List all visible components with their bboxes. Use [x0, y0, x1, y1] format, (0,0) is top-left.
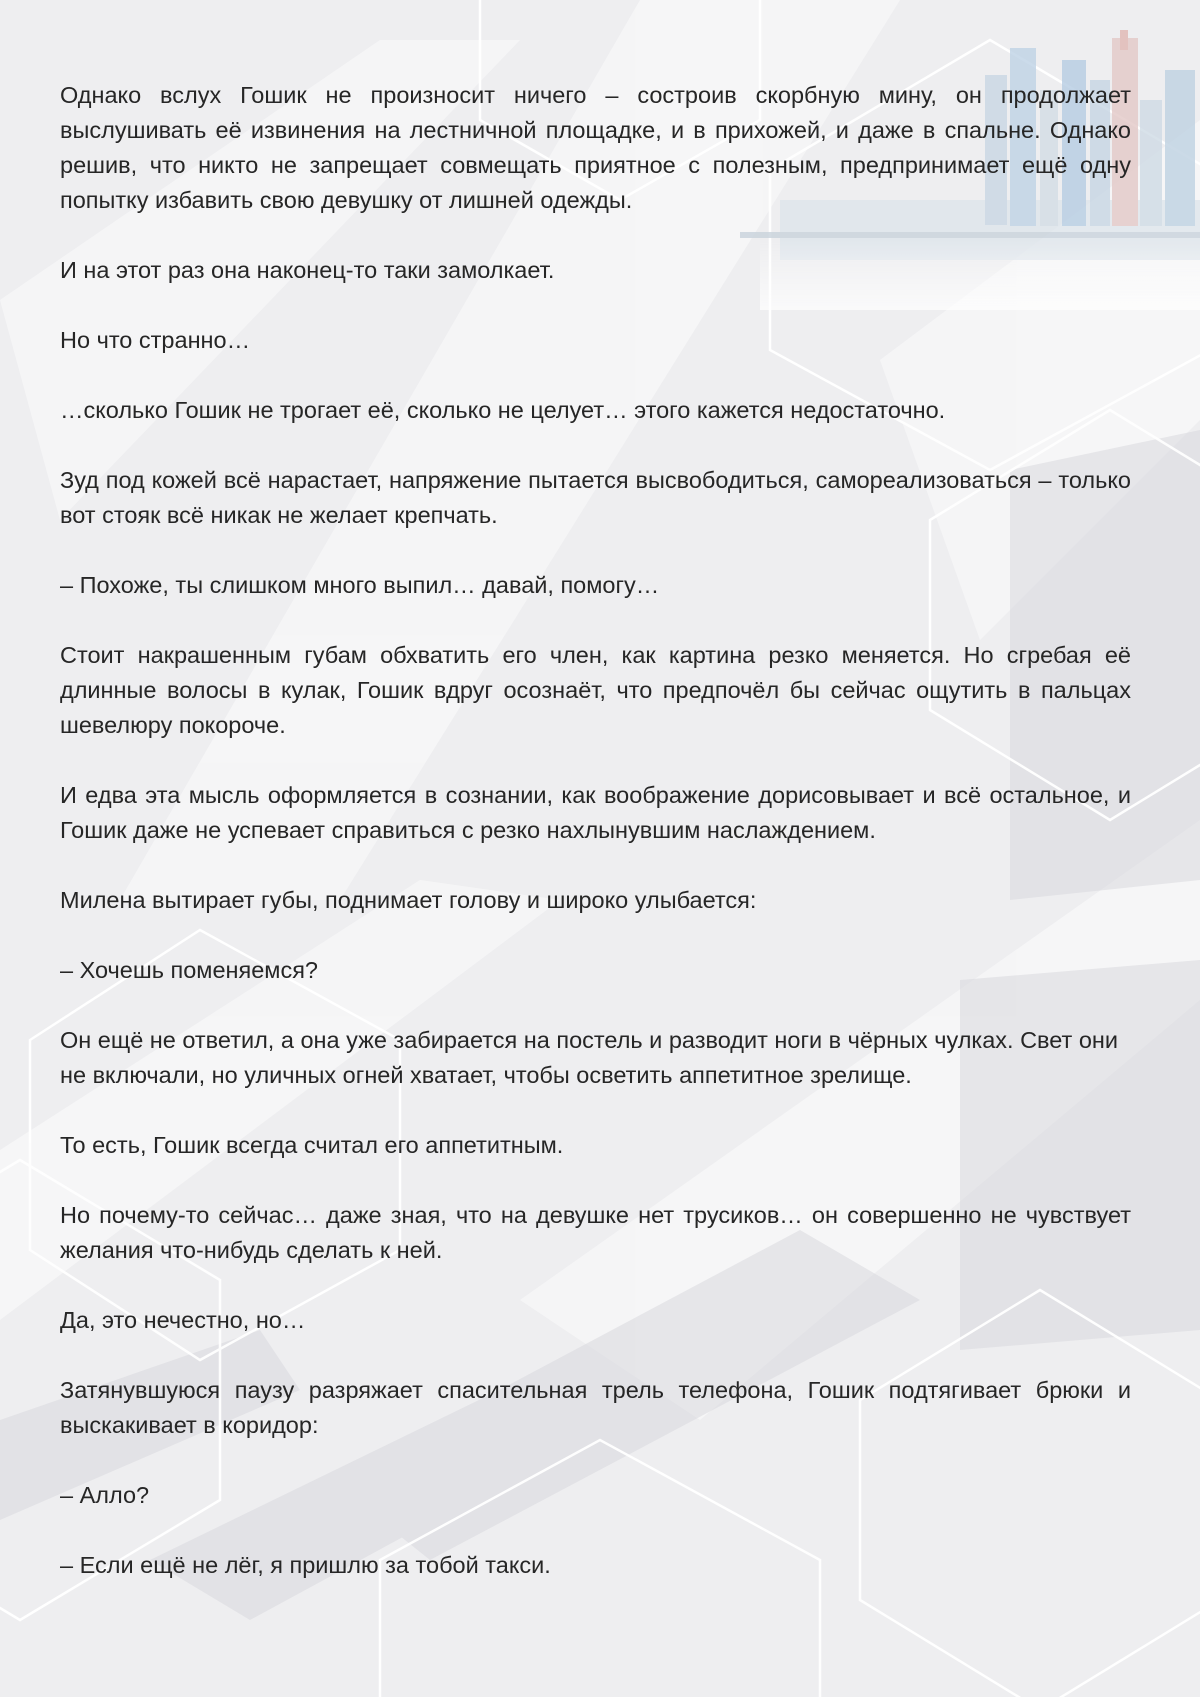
paragraph: Милена вытирает губы, поднимает голову и широко улыбается: [60, 887, 757, 913]
paragraph: То есть, Гошик всегда считал его аппетитным. [60, 1132, 564, 1158]
document-body [60, 78, 1131, 1618]
paragraph: Затянувшуюся паузу разряжает спасительная трель телефона, Гошик подтягивает брюки и выскакивает в коридор: [60, 1377, 1131, 1438]
paragraph: И едва эта мысль оформляется в сознании, как воображение дорисовывает и всё остальное, и Гошик даже не успевает справиться с резко нахлынувшим наслаждением. [60, 782, 1131, 843]
paragraph: И на этот раз она наконец-то таки замолкает. [60, 257, 555, 283]
paragraph: Но почему-то сейчас… даже зная, что на девушке нет трусиков… он совершенно не чувствует желания что-нибудь сделать к ней. [60, 1202, 1131, 1263]
paragraph: – Если ещё не лёг, я пришлю за тобой такси. [60, 1552, 551, 1578]
paragraph: …сколько Гошик не трогает её, сколько не целует… этого кажется недостаточно. [60, 397, 946, 423]
paragraph: – Алло? [60, 1482, 150, 1508]
paragraph: – Похоже, ты слишком много выпил… давай, помогу… [60, 572, 660, 598]
paragraph: Но что странно… [60, 327, 251, 353]
paragraph: Зуд под кожей всё нарастает, напряжение пытается высвободиться, самореализоваться – только вот стояк всё никак не желает крепчать. [60, 467, 1131, 528]
paragraph: Он ещё не ответил, а она уже забирается на постель и разводит ноги в чёрных чулках. Свет они не включали, но уличных огней хватает, чтобы осветить аппетитное зрелище. [60, 1027, 1119, 1088]
paragraph: Стоит накрашенным губам обхватить его член, как картина резко меняется. Но сгребая её длинные волосы в кулак, Гошик вдруг осознаёт, что предпочёл бы сейчас ощутить в пальцах шевелюру покороче. [60, 642, 1131, 738]
paragraph: Да, это нечестно, но… [60, 1307, 306, 1333]
paragraph: – Хочешь поменяемся? [60, 957, 318, 983]
paragraph: Однако вслух Гошик не произносит ничего – состроив скорбную мину, он продолжает выслушивать её извинения на лестничной площадке, и в прихожей, и даже в спальне. Однако решив, что никто не запрещает совмещать приятное с полезным, предпринимает ещё одну попытку избавить свою девушку от лишней одежды. [60, 82, 1131, 213]
